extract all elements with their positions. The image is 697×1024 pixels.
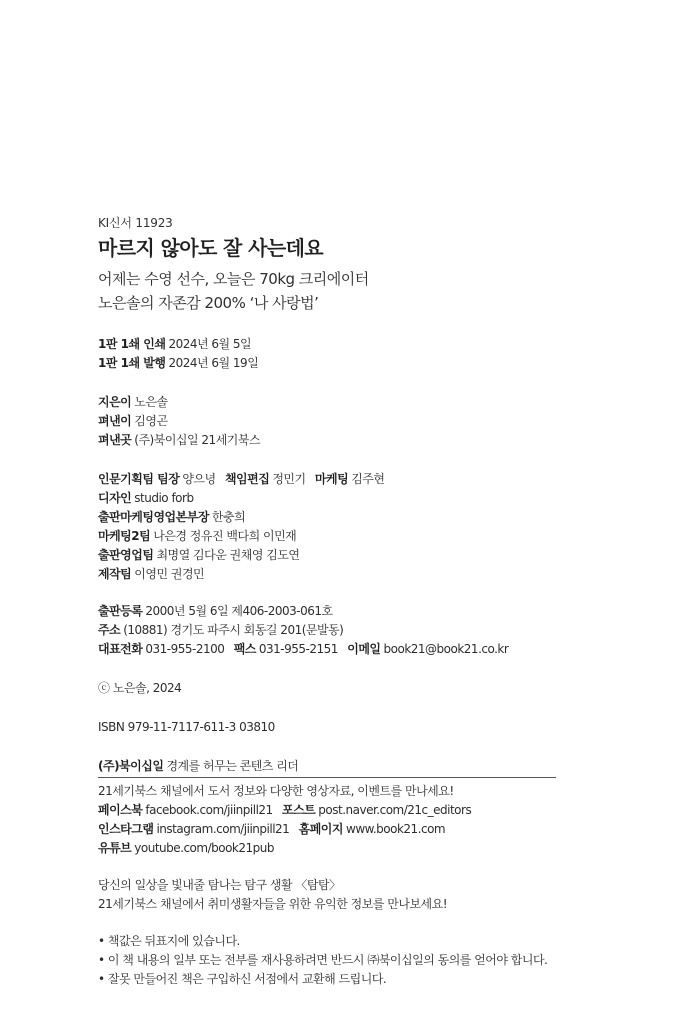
staff-label: 출판영업팀 (98, 548, 154, 562)
podcast-info (98, 876, 558, 914)
registration-label: 출판등록 (98, 604, 143, 618)
staff-value: 나은경 정유진 백다희 이민재 (153, 529, 297, 543)
edition-info (98, 335, 558, 373)
fax-value: 031-955-2151 (258, 642, 338, 656)
notice-item: • 책값은 뒤표지에 있습니다. (98, 934, 240, 948)
channel-row (98, 801, 558, 820)
people-label: 지은이 (98, 395, 132, 409)
edition-value: 2024년 6월 19일 (168, 356, 259, 370)
publisher-info (98, 393, 558, 450)
people-row (98, 412, 558, 431)
book-subtitle (98, 267, 558, 315)
youtube-value: youtube.com/book21pub (134, 841, 274, 855)
staff-row (98, 470, 558, 489)
staff-value: 김주현 (351, 472, 385, 486)
address-value: (10881) 경기도 파주시 회동길 201(문발동) (123, 623, 344, 637)
staff-row (98, 546, 558, 565)
address-row (98, 621, 558, 640)
edition-row (98, 354, 558, 373)
facebook-label: 페이스북 (98, 803, 143, 817)
fax-label: 팩스 (233, 642, 256, 656)
registration-info (98, 602, 558, 659)
registration-value: 2000년 5월 6일 제406-2003-061호 (145, 604, 333, 618)
channel-row (98, 839, 558, 858)
people-row (98, 393, 558, 412)
staff-label: 인문기획팀 팀장 (98, 472, 180, 486)
staff-row (98, 489, 558, 508)
people-label: 펴낸곳 (98, 433, 132, 447)
channel-row (98, 820, 558, 839)
channel-info (98, 782, 558, 858)
people-value: 노은솔 (134, 395, 168, 409)
edition-row (98, 335, 558, 354)
isbn: ISBN 979-11-7117-611-3 03810 (98, 720, 275, 734)
post-value: post.naver.com/21c_editors (318, 803, 472, 817)
staff-value: 한충희 (211, 510, 246, 524)
homepage-label: 홈페이지 (298, 822, 343, 836)
notice-list (98, 932, 558, 989)
people-value: 김영곤 (134, 414, 168, 428)
edition-label: 1판 1쇄 발행 (98, 356, 166, 370)
copyright: ⓒ 노은솔, 2024 (98, 681, 182, 695)
staff-value: 최명열 김다운 권채영 김도연 (156, 548, 300, 562)
people-value: (주)북이십일 21세기북스 (134, 433, 261, 447)
staff-value: 이영민 권경민 (134, 567, 205, 581)
subtitle-line: 노은솔의 자존감 200% ‘나 사랑법’ (98, 294, 319, 312)
colophon-page (98, 214, 558, 989)
channel-intro: 21세기북스 채널에서 도서 정보와 다양한 영상자료, 이벤트를 만나세요! (98, 784, 454, 798)
brand-line (98, 757, 556, 778)
staff-credits (98, 470, 558, 584)
staff-value: 정민기 (272, 472, 306, 486)
people-row (98, 431, 558, 450)
brand-slogan: 경계를 허무는 콘텐츠 리더 (166, 759, 299, 773)
edition-label: 1판 1쇄 인쇄 (98, 337, 166, 351)
staff-label: 출판마케팅영업본부장 (98, 510, 209, 524)
staff-row (98, 508, 558, 527)
address-label: 주소 (98, 623, 121, 637)
people-label: 펴낸이 (98, 414, 132, 428)
staff-label: 디자인 (98, 491, 132, 505)
staff-label: 마케팅2팀 (98, 529, 151, 543)
subtitle-line: 어제는 수영 선수, 오늘은 70kg 크리에이터 (98, 270, 369, 288)
notice-item: • 잘못 만들어진 책은 구입하신 서점에서 교환해 드립니다. (98, 972, 387, 986)
podcast-line: 당신의 일상을 빛내줄 탐나는 탐구 생활 〈탐탐〉 (98, 878, 341, 892)
facebook-value: facebook.com/jiinpill21 (145, 803, 273, 817)
phone-value: 031-955-2100 (145, 642, 225, 656)
staff-label: 책임편집 (224, 472, 270, 486)
post-label: 포스트 (282, 803, 316, 817)
notice-item: • 이 책 내용의 일부 또는 전부를 재사용하려면 반드시 ㈜북이십일의 동의를 얻어야 합니다. (98, 953, 548, 967)
staff-value: 양으녕 (182, 472, 216, 486)
staff-label: 제작팀 (98, 567, 132, 581)
registration-row (98, 602, 558, 621)
youtube-label: 유튜브 (98, 841, 132, 855)
instagram-value: instagram.com/jiinpill21 (156, 822, 290, 836)
edition-value: 2024년 6월 5일 (168, 337, 252, 351)
instagram-label: 인스타그램 (98, 822, 154, 836)
series-number: KI신서 11923 (98, 216, 173, 230)
homepage-value: www.book21.com (346, 822, 446, 836)
email-label: 이메일 (347, 642, 381, 656)
contact-row (98, 640, 558, 659)
brand-name: (주)북이십일 (98, 759, 164, 773)
staff-label: 마케팅 (314, 472, 349, 486)
phone-label: 대표전화 (98, 642, 143, 656)
email-value: book21@book21.co.kr (383, 642, 509, 656)
staff-value: studio forb (134, 491, 194, 505)
staff-row (98, 565, 558, 584)
podcast-line: 21세기북스 채널에서 취미생활자들을 위한 유익한 정보를 만나보세요! (98, 897, 448, 911)
staff-row (98, 527, 558, 546)
book-title: 마르지 않아도 잘 사는데요 (98, 236, 324, 260)
